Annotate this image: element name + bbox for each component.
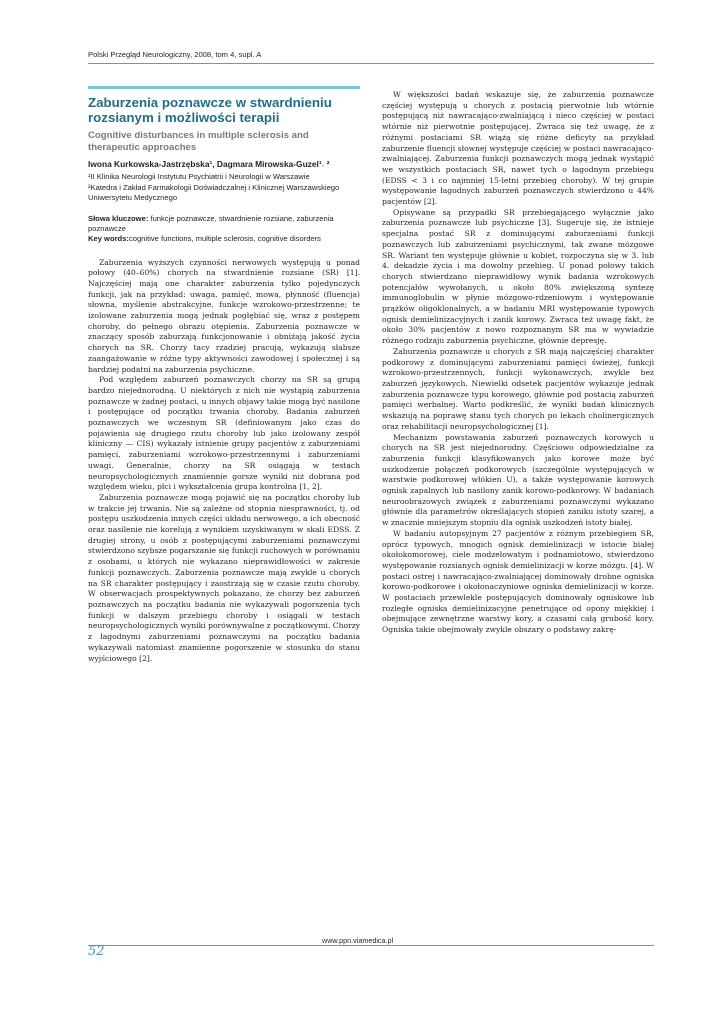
keywords-pl-label: Słowa kluczowe: — [88, 213, 149, 223]
article-title: Zaburzenia poznawcze w stwardnieniu rozsianym i możliwości terapii — [88, 95, 332, 125]
header-divider — [88, 63, 654, 64]
title-accent-bar — [88, 86, 360, 89]
paragraph: W większości badań wskazuje się, że zaburzenia poznawcze częściej występują u chorych z postacią pierwotnie lub wtórnie postępującą niż nawracająco-zwalniającą i nieco częściej w postaci wtórnie niż pierwotnie postępującej. Zwraca się też uwagę, że z różnymi postaciami SR wiążą się różne deficyty na przykład zaburzenie fluencji słownej występuje częściej w postaci nawracająco-zwalniającej. Zaburzenia funkcji poznawczych mogą jednak wystąpić we wszystkich postaciach SR, nawet tych o łagodnym przebiegu (EDSS < 3 i co najmniej 15-letni przebieg choroby). W tej grupie występowanie łagodnych zaburzeń poznawczych stwierdzono u 44% pacjentów [2]. — [382, 90, 654, 207]
authors: Iwona Kurkowska-Jastrzębska¹, Dagmara Mirowska-Guzel¹˒ ² — [88, 159, 330, 169]
article-subtitle: Cognitive disturbances in multiple sclerosis and therapeutic approaches — [88, 130, 309, 153]
left-body — [88, 258, 360, 665]
keywords-en — [88, 234, 360, 244]
keywords-block — [88, 214, 360, 244]
paragraph: Zaburzenia poznawcze u chorych z SR mają najczęściej charakter podkorowy z dominującymi zaburzeniami pamięci świeżej, funkcji wzrokowo-przestrzennych, funkcji wykonawczych, zwykle bez zaburzeń językowych. Niewielki odsetek pacjentów wykazuje jednak zaburzenia poznawcze typu korowego, głównie pod postacią zaburzeń pamięci werbalnej. Warto podkreślić, że wyniki badań klinicznych wskazują na poprawę stanu tych chorych po lekach cholinergicznych oraz rehabilitacji neuropsychologicznej [1]. — [382, 346, 654, 431]
keywords-pl — [88, 214, 360, 234]
keywords-en-text: cognitive functions, multiple sclerosis, cognitive disorders — [128, 233, 321, 243]
keywords-en-label: Key words: — [88, 233, 129, 243]
left-column — [88, 86, 360, 664]
paragraph: Mechanizm powstawania zaburzeń poznawczych korowych u chorych na SR jest niejednorodny. Częściowo odpowiedzialne za zaburzenia funkcji klasyfikowanych jako korowe może być uszkodzenie połączeń podkorowych (szczególnie występujących w warstwie podkorowej włókien U), a także występowanie korowych ognisk zapalnych lub nasilony zanik korowo-podkorowy. W badaniach neuroobrazowych związek z zaburzeniami poznawczymi wykazano głównie dla parametrów określających stopień zaniku istoty szarej, a w znacznie mniejszym stopniu dla ognisk uszkodzeń istoty białej. — [382, 432, 654, 528]
paragraph: Pod względem zaburzeń poznawczych chorzy na SR są grupą bardzo niejednorodną. U niektórych z nich nie wystąpią zaburzenia poznawcze w żadnej postaci, u innych objawy takie mogą być nasilone i postępujące od początku trwania choroby. Badania zaburzeń poznawczych we wczesnym SR (definiowanym jako czas do pojawienia się drugiego rzutu choroby lub jako izolowany zespół kliniczny — CIS) wykazały istnienie grupy pacjentów z zaburzeniami pamięci, zaburzeniami wzrokowo-przestrzennymi i zaburzeniami uwagi. Generalnie, chorzy na SR osiągają w testach neuropsychologicznych znamiennie gorsze wyniki niż dobrana pod względem wieku, płci i wykształcenia grupa kontrolna [1, 2]. — [88, 375, 360, 492]
page-number: 52 — [88, 944, 105, 959]
keywords-pl-text: funkcje poznawcze, stwardnienie rozsiane, zaburzenia poznawcze — [88, 213, 334, 233]
paragraph: Opisywane są przypadki SR przebiegającego wyłącznie jako zaburzenia poznawcze lub psychiczne [3]. Sugeruje się, że istnieje specjalna postać SR z dominującymi zaburzeniami funkcji poznawczych lub zaburzeniami psychicznymi, tak zwane mózgowe SR. Wariant ten występuje głównie u kobiet, rozpoczyna się w 3. lub 4. dekadzie życia i ma dowolny przebieg. U ponad połowy takich chorych stwierdzano nieprawidłowy wynik badania wzrokowych potencjałów wywołanych, u około 80% zwiększoną syntezę immunoglobulin w płynie mózgowo-rdzeniowym i występowanie prążków oligoklonalnych, a w badaniu MRI występowanie typowych ognisk demielinizacyjnych i zanik korowy. Zwraca też uwagę fakt, że około 30% pacjentów z nowo rozpoznanym SR ma w wywiadzie różnego rodzaju zaburzenia psychiczne, głównie depresję. — [382, 207, 654, 346]
affiliation-1: ¹II Klinika Neurologii Instytutu Psychiatrii i Neurologii w Warszawie — [88, 172, 310, 181]
footer-divider — [88, 945, 654, 946]
right-column — [382, 90, 654, 636]
footer-url: www.ppn.viamedica.pl — [322, 936, 394, 945]
paragraph: W badaniu autopsyjnym 27 pacjentów z różnym przebiegiem SR, oprócz typowych, mnogich ognisk demielinizacji w istocie białej okołokomorowej, ciele modzelowatym i podnamiotowo, stwierdzono występowanie rozsianych ognisk demielinizacji w korze mózgu. [4]. W postaci ostrej i nawracająco-zwalniającej dominowały drobne ogniska korowo-podkorowe i okołonaczyniowe ogniska demielinizacji w korze. W postaciach przewlekle postępujących dominowały ogniskowe lub rozległe ogniska demielinizacyjne penetrujące od opony miękkiej i obejmujące zewnętrzne warstwy kory, a czasami całą grubość kory. Ogniska takie obejmowały zwykle obszary o podstawy zakrę- — [382, 528, 654, 635]
paragraph: Zaburzenia wyższych czynności nerwowych występują u ponad połowy (40–60%) chorych na stwardnienie rozsiane (SR) [1]. Najczęściej mają one charakter zaburzenia tylko pojedynczych funkcji, jak na przykład: uwaga, pamięć, mowa, płynność (fluencja) słowna, myślenie abstrakcyjne, funkcje wzrokowo-przestrzenne; te izolowane zaburzenia mogą jednak pogłębiać się, wraz z postępem choroby, do pełnego obrazu otępienia. Zaburzenia poznawcze w znaczący sposób zaburzają funkcjonowanie i obniżają jakość życia chorych na SR. Chorzy tacy rzadziej pracują, wykazują słabsze zaangażowanie w różne typy aktywności zawodowej i społecznej i są bardziej podatni na zaburzenia psychiczne. — [88, 257, 360, 374]
affiliation-2: ²Katedra i Zakład Farmakologii Doświadczalnej i Klinicznej Warszawskiego Uniwersytetu Medycznego — [88, 182, 340, 202]
journal-header: Polski Przegląd Neurologiczny, 2008, tom 4, supl. A — [88, 50, 262, 59]
paragraph: Zaburzenia poznawcze mogą pojawić się na początku choroby lub w trakcie jej trwania. Nie są zależne od stopnia niesprawności, tj. od postępu uszkodzenia innych części układu nerwowego, a ich obecność oraz nasilenie nie korelują z wynikiem uzyskiwanym w skali EDSS. Z drugiej strony, u osób z postępującymi zaburzeniami poznawczymi stwierdzono szybsze pogarszanie się funkcji ruchowych w porównaniu z osobami, u których nie wykazano nieprawidłowości w zakresie funkcji poznawczych. Zaburzenia poznawcze mają zwykle u chorych na SR charakter postępujący i zaostrzają się w czasie rzutu choroby. W obserwacjach prospektywnych pokazano, że chorzy bez zaburzeń poznawczych na początku badania nie wykazywali pogorszenia tych funkcji w dalszym przebiegu choroby i osiągali w testach neuropsychologicznych wyniki porównywalne z początkowymi. Chorzy z łagodnymi zaburzeniami poznawczymi na początku badania wykazywali natomiast znamienne pogorszenie w stosunku do stanu wyjściowego [2]. — [88, 492, 360, 663]
